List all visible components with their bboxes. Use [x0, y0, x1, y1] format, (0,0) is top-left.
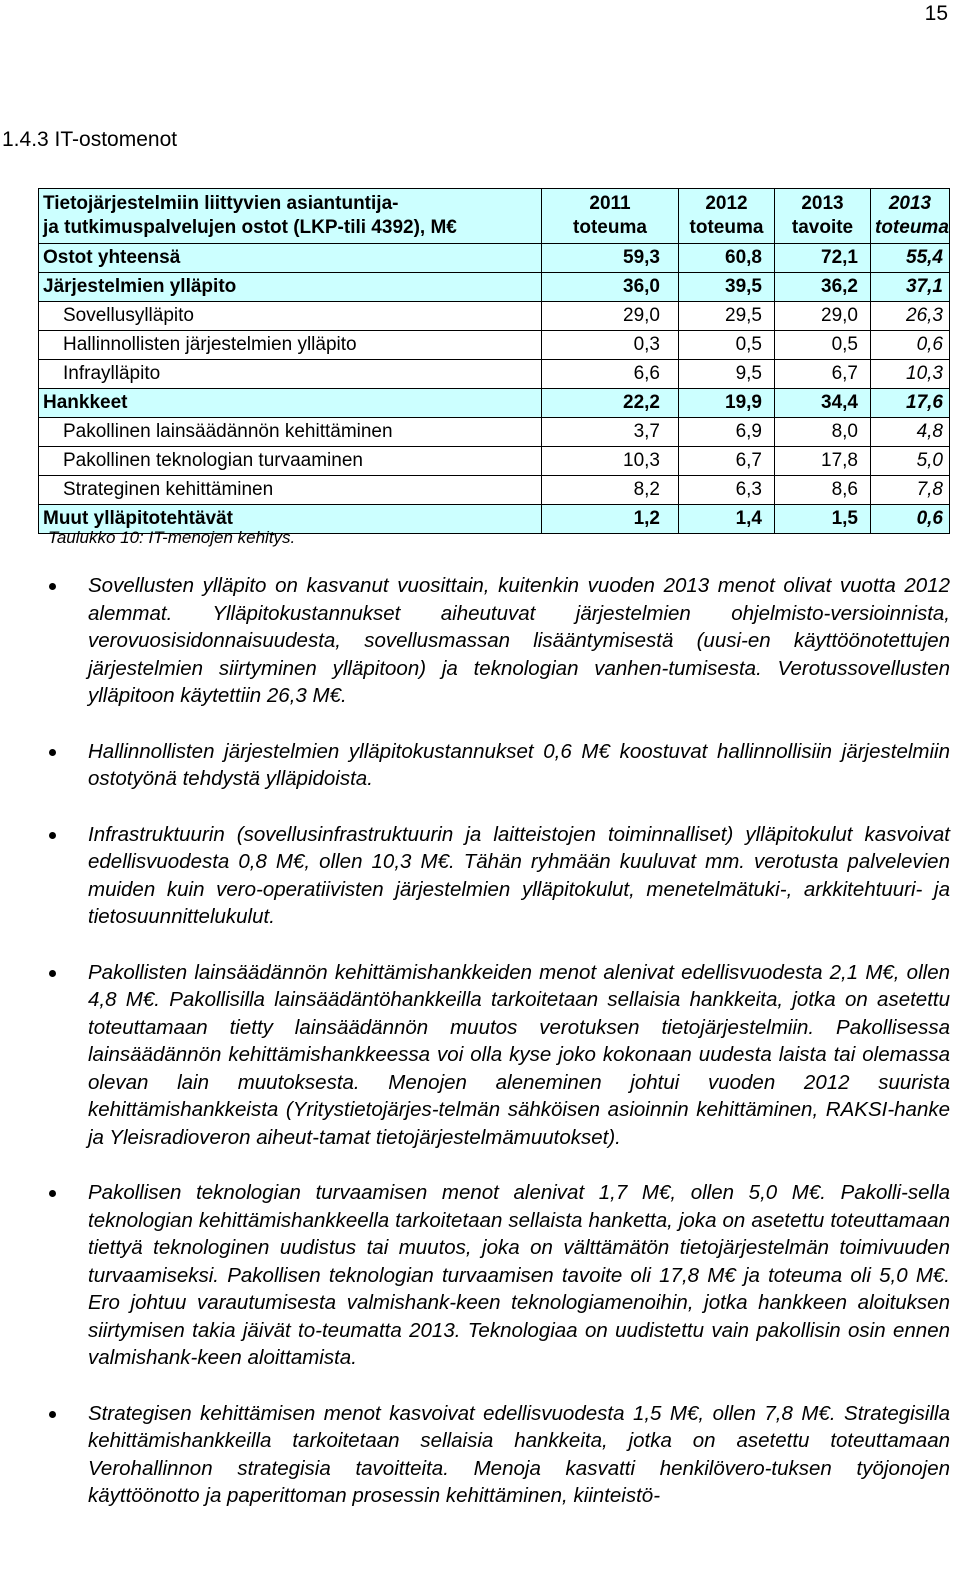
cell-value: 60,8: [679, 244, 775, 273]
cell-value: 36,2: [775, 273, 871, 302]
cell-value: 4,8: [871, 418, 950, 447]
bullet-text: Sovellusten ylläpito on kasvanut vuosittain, kuitenkin vuoden 2013 menot olivat vuotta 2012 alemmat. Ylläpitokustannukset aiheutuvat järjestelmien ohjelmisto-versioinnista, verovuosisidonnaisuudesta, sovellusmassan lisääntymisestä (uusi-en käyttöönotettujen järjestelmien siirtyminen ylläpitoon) ja teknologian vanhen-tumisesta. Verotussovellusten ylläpitoon käytettiin 26,3 M€.: [88, 574, 950, 707]
table-header-row: [39, 189, 950, 244]
bullet-icon: [49, 1190, 56, 1197]
bullet-text: Hallinnollisten järjestelmien ylläpitokustannukset 0,6 M€ koostuvat hallinnollisiin järjestelmiin ostotyönä tehdystä ylläpidoista.: [88, 739, 950, 790]
table-caption: Taulukko 10: IT-menojen kehitys.: [48, 528, 296, 547]
cell-value: 6,7: [775, 360, 871, 389]
cell-value: 29,0: [542, 302, 679, 331]
row-label: Sovellusylläpito: [39, 302, 542, 331]
cell-value: 59,3: [542, 244, 679, 273]
cell-value: 37,1: [871, 273, 950, 302]
cell-value: 26,3: [871, 302, 950, 331]
cell-value: 19,9: [679, 389, 775, 418]
list-item: [0, 1179, 950, 1372]
header-col-2011-toteuma: 2011 toteuma: [542, 189, 679, 244]
table-row: [39, 302, 950, 331]
cell-value: 22,2: [542, 389, 679, 418]
bullet-icon: [49, 583, 56, 590]
bullet-icon: [49, 832, 56, 839]
cell-value: 29,5: [679, 302, 775, 331]
row-label: Muut ylläpitotehtävät: [39, 505, 542, 534]
bullet-text: Pakollisten lainsäädännön kehittämishankkeiden menot alenivat edellisvuodesta 2,1 M€, ollen 4,8 M€. Pakollisilla lainsäädäntöhankkeilla tarkoitetaan sellaisia hankkeita, jotka on asetettu toteuttamaan tietty lainsäädännön muutos verotuksen tietojärjestelmiin. Pakollisessa lainsäädännön kehittämishankkeessa voi olla kyse joko kokonaan uudesta laista tai olemassa olevan lain muutoksesta. Menojen aleneminen johtui vuoden 2012 suurista kehittämishankkeista (Yritystietojärjes-telmän sähköisen asioinnin kehittäminen, RAKSI-hanke ja Yleisradioveron aiheut-tamat tietojärjestelmämuutokset).: [88, 960, 950, 1149]
table-row: [39, 273, 950, 302]
row-label: Pakollinen teknologian turvaaminen: [39, 447, 542, 476]
row-label: Hallinnollisten järjestelmien ylläpito: [39, 331, 542, 360]
bullet-icon: [49, 1411, 56, 1418]
cell-value: 36,0: [542, 273, 679, 302]
it-expenses-table: [38, 188, 950, 534]
cell-value: 5,0: [871, 447, 950, 476]
list-item: [0, 959, 950, 1152]
bullet-text: Pakollisen teknologian turvaamisen menot alenivat 1,7 M€, ollen 5,0 M€. Pakolli-sella teknologian kehittämishankkeella tarkoitetaan sellaista hanketta, joka on asetettu toteuttamaan tiettyä teknologinen uudistus tai muutos, joka on välttämätön tietojärjestelmän toimivuuden turvaamiseksi. Pakollisen teknologian turvaamisen tavoite oli 17,8 M€ ja toteuma oli 5,0 M€. Ero johtuu varautumisesta valmishank-keen teknologiamenoihin, jotka hankkeen aloituksen siirtymisen takia jäivät to-teumatta 2013. Teknologiaa on uudistettu vain pakollisin osin ennen valmishank-keen aloittamista.: [88, 1181, 950, 1369]
row-label: Hankkeet: [39, 389, 542, 418]
list-item: [0, 738, 950, 793]
table-row: [39, 360, 950, 389]
row-label: Strateginen kehittäminen: [39, 476, 542, 505]
cell-value: 3,7: [542, 418, 679, 447]
cell-value: 10,3: [542, 447, 679, 476]
header-col-2013-toteuma: 2013 toteuma: [871, 189, 950, 244]
cell-value: 1,2: [542, 505, 679, 534]
header-col-2012-toteuma: 2012 toteuma: [679, 189, 775, 244]
cell-value: 6,3: [679, 476, 775, 505]
table-row: [39, 244, 950, 273]
cell-value: 55,4: [871, 244, 950, 273]
list-item: [0, 572, 950, 710]
cell-value: 0,6: [871, 331, 950, 360]
cell-value: 39,5: [679, 273, 775, 302]
header-label-line1: Tietojärjestelmiin liittyvien asiantuntija-: [43, 193, 399, 214]
cell-value: 0,3: [542, 331, 679, 360]
cell-value: 17,8: [775, 447, 871, 476]
cell-value: 0,6: [871, 505, 950, 534]
cell-value: 72,1: [775, 244, 871, 273]
bullet-text: Infrastruktuurin (sovellusinfrastruktuurin ja laitteistojen toiminnalliset) ylläpitokulut kasvoivat edellisvuodesta 0,8 M€, ollen 10,3 M€. Tähän ryhmään kuuluvat mm. verotusta palvelevien muiden kuin vero-operatiivisten järjestelmien ylläpitokulut, menetelmätuki-, arkkitehtuuri- ja tietosuunnittelukulut.: [88, 822, 950, 928]
cell-value: 6,6: [542, 360, 679, 389]
row-label: Järjestelmien ylläpito: [39, 273, 542, 302]
table-row: [39, 476, 950, 505]
cell-value: 8,6: [775, 476, 871, 505]
bullet-text: Strategisen kehittämisen menot kasvoivat edellisvuodesta 1,5 M€, ollen 7,8 M€. Strategisilla kehittämishankkeilla tarkoitetaan sellaisia hankkeita, jotka on asetettu toteuttamaan Verohallinnon strategisia tavoitteita. Menoja kasvatti henkilövero-tuksen työjonojen käyttöönotto ja paperittoman prosessin kehittäminen, kiinteistö-: [88, 1401, 950, 1507]
list-item: [0, 1400, 950, 1510]
cell-value: 29,0: [775, 302, 871, 331]
cell-value: 7,8: [871, 476, 950, 505]
header-label-line2: ja tutkimuspalvelujen ostot (LKP-tili 4392), M€: [43, 217, 457, 238]
list-item: [0, 821, 950, 931]
cell-value: 1,4: [679, 505, 775, 534]
bullet-icon: [49, 970, 56, 977]
bullet-list: [0, 572, 950, 1538]
cell-value: 17,6: [871, 389, 950, 418]
header-col-2013-tavoite: 2013 tavoite: [775, 189, 871, 244]
cell-value: 0,5: [775, 331, 871, 360]
table-row: [39, 447, 950, 476]
cell-value: 34,4: [775, 389, 871, 418]
cell-value: 8,0: [775, 418, 871, 447]
cell-value: 8,2: [542, 476, 679, 505]
table-row: [39, 418, 950, 447]
row-label: Pakollinen lainsäädännön kehittäminen: [39, 418, 542, 447]
cell-value: 6,9: [679, 418, 775, 447]
table-row: [39, 389, 950, 418]
cell-value: 6,7: [679, 447, 775, 476]
row-label: Infraylläpito: [39, 360, 542, 389]
row-label: Ostot yhteensä: [39, 244, 542, 273]
cell-value: 1,5: [775, 505, 871, 534]
cell-value: 9,5: [679, 360, 775, 389]
cell-value: 0,5: [679, 331, 775, 360]
page-number: 15: [924, 2, 948, 25]
section-heading: 1.4.3 IT-ostomenot: [2, 128, 178, 151]
bullet-icon: [49, 749, 56, 756]
table-row: [39, 331, 950, 360]
cell-value: 10,3: [871, 360, 950, 389]
header-label: [39, 189, 542, 244]
